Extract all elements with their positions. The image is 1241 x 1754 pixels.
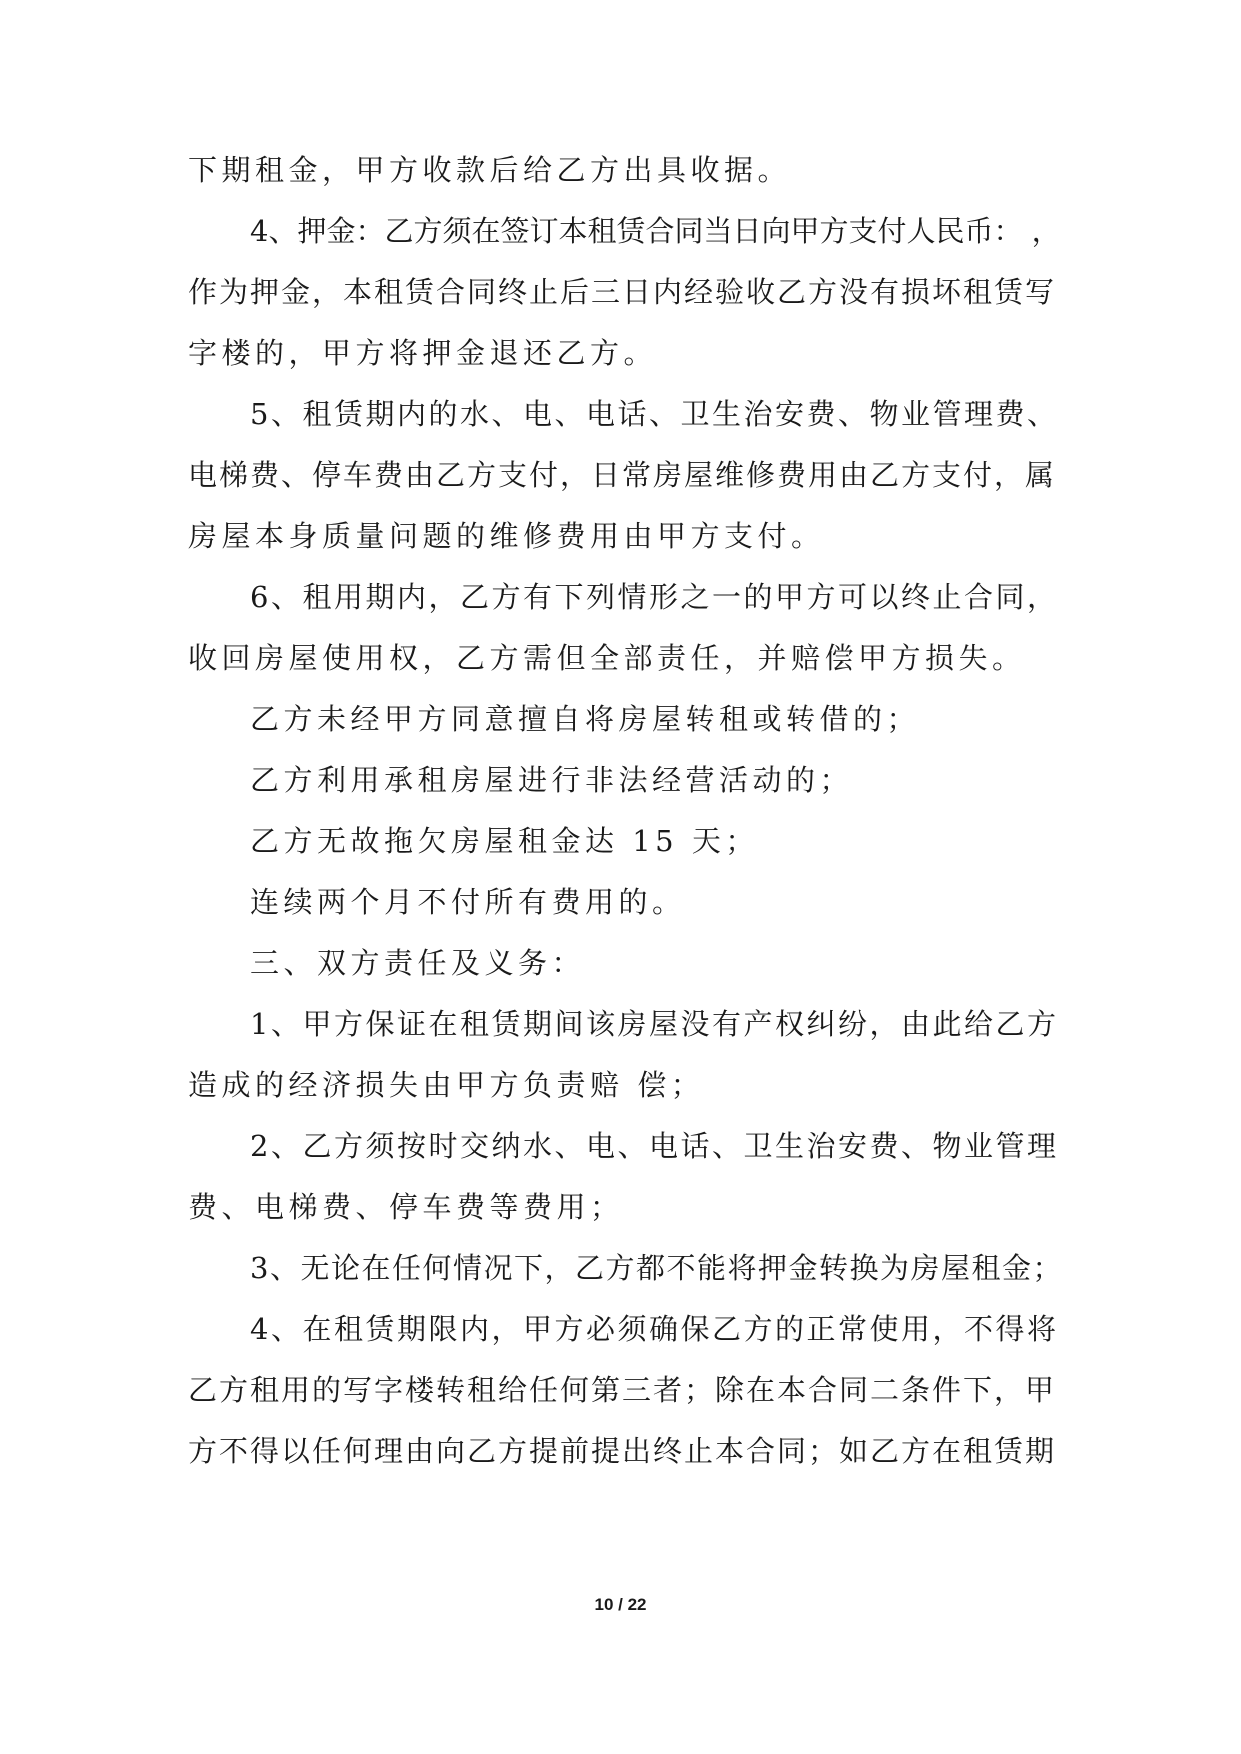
text-line-13: 连续两个月不付所有费用的。 [250, 885, 686, 919]
text-line-4: 字楼的，甲方将押金退还乙方。 [188, 336, 658, 370]
text-line-21: 乙方租用的写字楼转租给任何第三者；除在本合同二条件下，甲 [188, 1373, 1057, 1407]
page-number: 10 / 22 [594, 1595, 647, 1614]
text-line-15: 1、甲方保证在租赁期间该房屋没有产权纠纷，由此给乙方 [250, 1007, 1059, 1041]
text-line-9: 收回房屋使用权，乙方需但全部责任，并赔偿甲方损失。 [188, 641, 1026, 675]
text-line-5: 5、租赁期内的水、电、电话、卫生治安费、物业管理费、 [250, 397, 1059, 431]
text-line-12: 乙方无故拖欠房屋租金达 15 天； [250, 824, 759, 858]
text-line-6: 电梯费、停车费由乙方支付，日常房屋维修费用由乙方支付，属 [188, 458, 1057, 492]
text-line-8: 6、租用期内，乙方有下列情形之一的甲方可以终止合同， [250, 580, 1059, 614]
text-line-7: 房屋本身质量问题的维修费用由甲方支付。 [188, 519, 825, 553]
text-line-1: 下期租金，甲方收款后给乙方出具收据。 [188, 153, 792, 187]
text-line-2: 4、押金：乙方须在签订本租赁合同当日向甲方支付人民币： ， [250, 214, 1061, 248]
text-line-10: 乙方未经甲方同意擅自将房屋转租或转借的； [250, 702, 921, 736]
text-line-22: 方不得以任何理由向乙方提前提出终止本合同；如乙方在租赁期 [188, 1434, 1057, 1468]
text-line-20: 4、在租赁期限内，甲方必须确保乙方的正常使用，不得将 [250, 1312, 1059, 1346]
text-line-18: 费、电梯费、停车费等费用； [188, 1190, 624, 1224]
text-line-17: 2、乙方须按时交纳水、电、电话、卫生治安费、物业管理 [250, 1129, 1059, 1163]
text-line-19: 3、无论在任何情况下，乙方都不能将押金转换为房屋租金； [250, 1251, 1063, 1285]
text-line-11: 乙方利用承租房屋进行非法经营活动的； [250, 763, 854, 797]
text-line-3: 作为押金，本租赁合同终止后三日内经验收乙方没有损坏租赁写 [188, 275, 1057, 309]
text-line-14: 三、双方责任及义务： [250, 946, 586, 980]
text-line-16: 造成的经济损失由甲方负责赔 偿； [188, 1068, 705, 1102]
